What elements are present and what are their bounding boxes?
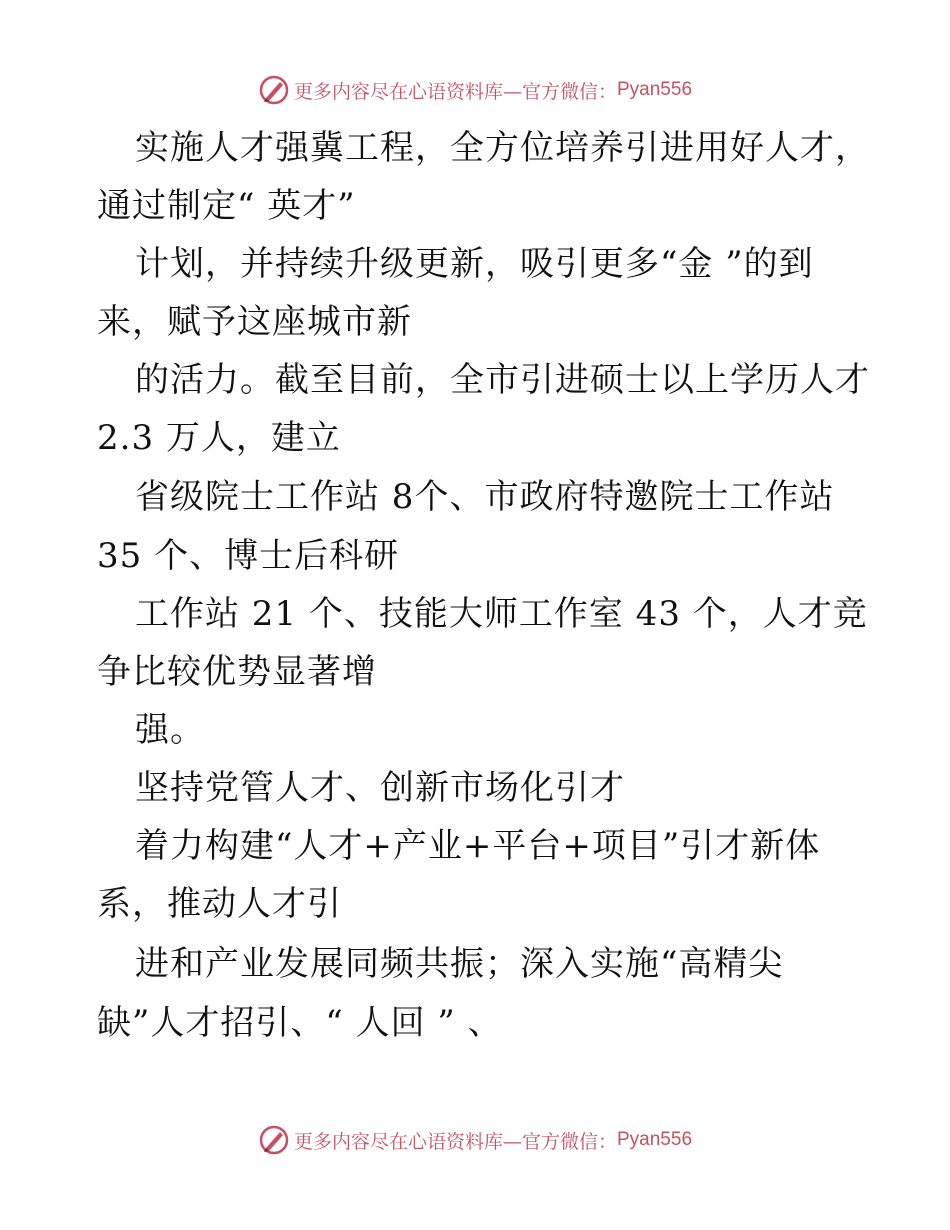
- text-line: 35 个、博士后科研: [97, 536, 400, 576]
- pen-logo-icon: [258, 74, 290, 106]
- text-line: 计划，并持续升级更新，吸引更多“金 ”的到: [135, 244, 814, 284]
- footer-banner-wechat-id: Pyan556: [617, 1129, 693, 1150]
- text-line: 进和产业发展同频共振；深入实施“高精尖: [135, 944, 784, 984]
- text-line: 工作站 21 个、技能大师工作室 43 个，人才竞: [135, 594, 868, 634]
- footer-banner: [0, 1120, 950, 1160]
- text-line: 的活力。截至目前，全市引进硕士以上学历人才: [135, 360, 870, 400]
- text-line: 通过制定“ 英才”: [97, 186, 356, 226]
- text-line: 来，赋予这座城市新: [97, 302, 412, 342]
- header-banner-text: 更多内容尽在心语资料库—官方微信：: [293, 80, 617, 103]
- text-line: 2.3 万人，建立: [97, 418, 341, 458]
- header-banner: [0, 70, 950, 110]
- text-line: 系，推动人才引: [97, 884, 342, 924]
- text-line: 省级院士工作站 8个、市政府特邀院士工作站: [135, 477, 835, 517]
- text-line: 强。: [135, 710, 205, 750]
- text-line: 实施人才强冀工程，全方位培养引进用好人才，: [135, 128, 870, 168]
- text-line: 缺”人才招引、“ 人回 ” 、: [97, 1003, 503, 1043]
- text-line: 着力构建“人才+产业+平台+项目”引才新体: [135, 826, 821, 866]
- text-line: 坚持党管人才、创新市场化引才: [135, 768, 625, 808]
- text-line: 争比较优势显著增: [97, 652, 377, 692]
- header-banner-wechat-id: Pyan556: [617, 79, 693, 100]
- footer-banner-text: 更多内容尽在心语资料库—官方微信：: [293, 1130, 617, 1153]
- pen-logo-icon: [258, 1124, 290, 1156]
